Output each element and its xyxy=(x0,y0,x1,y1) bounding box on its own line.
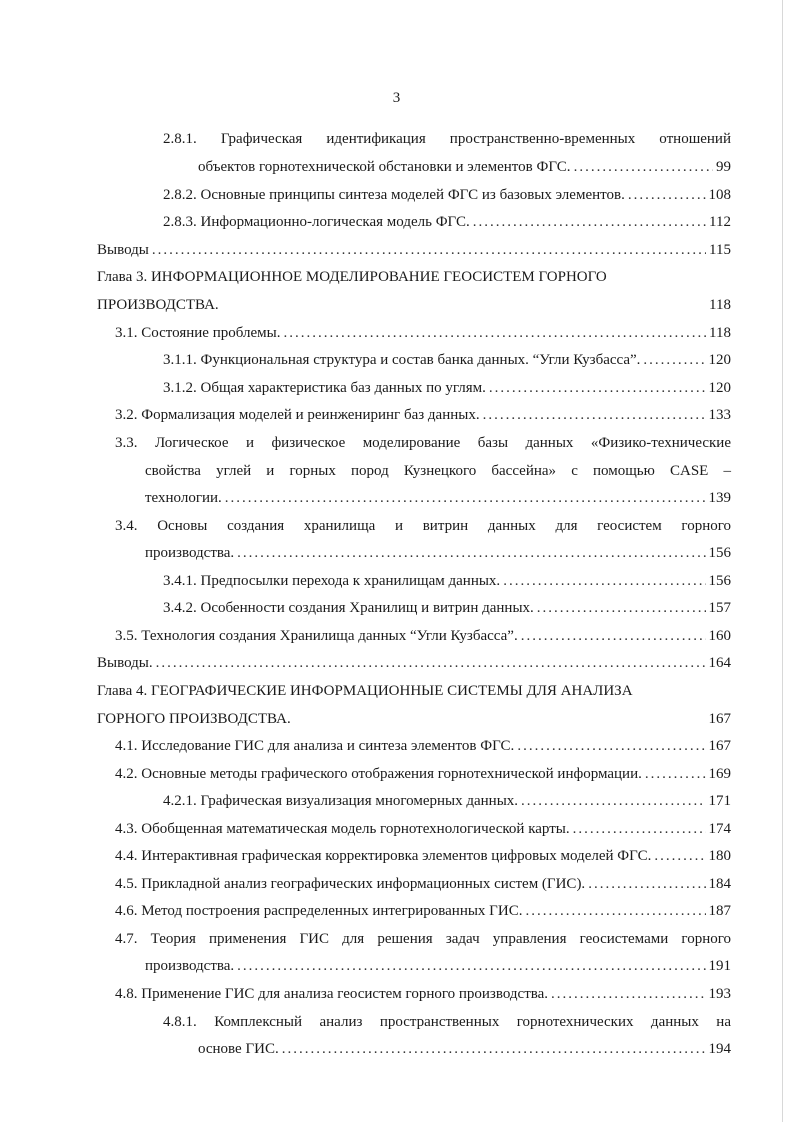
toc-entry-3-4-1 xyxy=(163,572,731,590)
toc-entry-text: 3.1.1. Функциональная структура и состав банка данных. “Угли Кузбасса”. xyxy=(163,352,641,368)
toc-entry-page: 169 xyxy=(708,766,731,782)
toc-entry-page: 108 xyxy=(708,187,731,203)
toc-entry-2-8-1-line2 xyxy=(198,158,731,176)
leader-dots xyxy=(573,820,706,838)
toc-entry-text: производства. xyxy=(145,958,235,974)
toc-chapter-4-page: 167 xyxy=(708,711,731,727)
toc-entry-page: 164 xyxy=(708,655,731,671)
toc-entry-4-2 xyxy=(115,765,731,783)
toc-entry-4-3 xyxy=(115,820,731,838)
toc-entry-4-4 xyxy=(115,847,731,865)
toc-entry-text: 4.2.1. Графическая визуализация многомерных данных. xyxy=(163,793,519,809)
toc-entry-page: 112 xyxy=(709,214,731,230)
toc-entry-4-8 xyxy=(115,985,731,1003)
toc-entry-text: 3.1. Состояние проблемы. xyxy=(115,325,281,341)
toc-chapter-3-line1: Глава 3. ИНФОРМАЦИОННОЕ МОДЕЛИРОВАНИЕ ГЕОСИСТЕМ ГОРНОГО xyxy=(97,269,607,285)
toc-entry-4-2-1 xyxy=(163,792,731,810)
toc-entry-3-3-line2: свойства углей и горных пород Кузнецкого бассейна» с помощью CASE – xyxy=(145,463,731,479)
toc-entry-page: 184 xyxy=(708,876,731,892)
toc-chapter-4-line2: ГОРНОГО ПРОИЗВОДСТВА. xyxy=(97,711,291,727)
toc-entry-page: 99 xyxy=(716,159,731,175)
leader-dots xyxy=(503,572,705,590)
toc-entry-3-5 xyxy=(115,627,731,645)
leader-dots xyxy=(489,379,706,397)
leader-dots xyxy=(654,847,705,865)
toc-entry-3-1-1 xyxy=(163,351,731,369)
toc-entry-text: 4.4. Интерактивная графическая корректировка элементов цифровых моделей ФГС. xyxy=(115,848,652,864)
toc-entry-text: 4.5. Прикладной анализ географических информационных систем (ГИС). xyxy=(115,876,586,892)
toc-entry-3-3-line1: 3.3. Логическое и физическое моделирование базы данных «Физико-технические xyxy=(115,435,731,451)
leader-dots xyxy=(156,654,706,672)
toc-entry-4-8-1-line1: 4.8.1. Комплексный анализ пространственных горнотехнических данных на xyxy=(163,1014,731,1030)
leader-dots xyxy=(225,489,706,507)
toc-entry-text: Выводы. xyxy=(97,655,153,671)
toc-entry-text: 4.2. Основные методы графического отображения горнотехнической информации. xyxy=(115,766,642,782)
toc-entry-page: 187 xyxy=(708,903,731,919)
leader-dots xyxy=(525,902,705,920)
toc-entry-text: производства. xyxy=(145,545,235,561)
leader-dots xyxy=(551,985,705,1003)
leader-dots xyxy=(537,599,706,617)
toc-entry-page: 171 xyxy=(708,793,731,809)
page-number: 3 xyxy=(392,90,401,106)
toc-entry-page: 139 xyxy=(708,490,731,506)
toc-entry-text: объектов горнотехнической обстановки и элементов ФГС. xyxy=(198,159,571,175)
toc-entry-4-1 xyxy=(115,737,731,755)
toc-entry-4-8-1-line2 xyxy=(198,1040,731,1058)
toc-entry-text: 4.3. Обобщенная математическая модель горнотехнологической карты. xyxy=(115,821,570,837)
toc-entry-page: 174 xyxy=(708,821,731,837)
toc-entry-3-4-line2 xyxy=(145,544,731,562)
toc-entry-page: 133 xyxy=(708,407,731,423)
toc-entry-text: 3.5. Технология создания Хранилища данных “Угли Кузбасса”. xyxy=(115,628,518,644)
toc-entry-page: 115 xyxy=(709,242,731,258)
toc-entry-text: 4.1. Исследование ГИС для анализа и синтеза элементов ФГС. xyxy=(115,738,515,754)
toc-entry-2-8-2 xyxy=(163,186,731,204)
toc-entry-text: 2.8.3. Информационно-логическая модель ФГС. xyxy=(163,214,470,230)
toc-entry-page: 167 xyxy=(708,738,731,754)
toc-entry-text: основе ГИС. xyxy=(198,1041,279,1057)
toc-entry-page: 160 xyxy=(708,628,731,644)
toc-entry-text: 3.2. Формализация моделей и реинжениринг баз данных. xyxy=(115,407,480,423)
toc-entry-page: 194 xyxy=(708,1041,731,1057)
leader-dots xyxy=(517,737,705,755)
toc-chapter-3-page: 118 xyxy=(709,297,731,313)
toc-chapter-3-line2: ПРОИЗВОДСТВА. xyxy=(97,297,219,313)
toc-entry-3-1 xyxy=(115,324,731,342)
toc-entry-page: 193 xyxy=(708,986,731,1002)
leader-dots xyxy=(521,627,706,645)
toc-entry-3-4-line1: 3.4. Основы создания хранилища и витрин данных для геосистем горного xyxy=(115,518,731,534)
toc-entry-2-8-3 xyxy=(163,213,731,231)
toc-entry-4-7-line2 xyxy=(145,957,731,975)
toc-entry-text: 4.6. Метод построения распределенных интегрированных ГИС. xyxy=(115,903,523,919)
toc-entry-text: 3.1.2. Общая характеристика баз данных по углям. xyxy=(163,380,486,396)
toc-entry-page: 180 xyxy=(708,848,731,864)
leader-dots xyxy=(237,544,705,562)
toc-entry-page: 191 xyxy=(708,958,731,974)
leader-dots xyxy=(483,406,706,424)
leader-dots xyxy=(152,241,706,259)
leader-dots xyxy=(588,875,705,893)
toc-entry-page: 156 xyxy=(708,573,731,589)
toc-entry-conclusions-2 xyxy=(97,241,731,259)
leader-dots xyxy=(645,765,706,783)
toc-entry-3-4-2 xyxy=(163,599,731,617)
toc-entry-page: 120 xyxy=(708,380,731,396)
toc-entry-4-5 xyxy=(115,875,731,893)
toc-entry-2-8-1-line1: 2.8.1. Графическая идентификация пространственно-временных отношений xyxy=(163,131,731,147)
scan-edge xyxy=(782,0,783,1122)
leader-dots xyxy=(237,957,705,975)
toc-entry-page: 118 xyxy=(709,325,731,341)
toc-entry-text: технологии. xyxy=(145,490,222,506)
toc-entry-text: 3.4.2. Особенности создания Хранилищ и витрин данных. xyxy=(163,600,534,616)
leader-dots xyxy=(628,186,706,204)
toc-entry-page: 157 xyxy=(708,600,731,616)
toc-entry-text: 4.8. Применение ГИС для анализа геосистем горного производства. xyxy=(115,986,549,1002)
leader-dots xyxy=(473,213,706,231)
toc-entry-page: 156 xyxy=(708,545,731,561)
leader-dots xyxy=(282,1040,706,1058)
toc-entry-conclusions-3 xyxy=(97,654,731,672)
leader-dots xyxy=(643,351,705,369)
toc-entry-3-1-2 xyxy=(163,379,731,397)
toc-entry-4-7-line1: 4.7. Теория применения ГИС для решения задач управления геосистемами горного xyxy=(115,931,731,947)
toc-entry-text: 2.8.2. Основные принципы синтеза моделей ФГС из базовых элементов. xyxy=(163,187,625,203)
toc-entry-page: 120 xyxy=(708,352,731,368)
toc-entry-4-6 xyxy=(115,902,731,920)
leader-dots xyxy=(521,792,705,810)
toc-entry-3-3-line3 xyxy=(145,489,731,507)
toc-chapter-4-line1: Глава 4. ГЕОГРАФИЧЕСКИЕ ИНФОРМАЦИОННЫЕ СИСТЕМЫ ДЛЯ АНАЛИЗА xyxy=(97,683,633,699)
toc-entry-text: 3.4.1. Предпосылки перехода к хранилищам данных. xyxy=(163,573,501,589)
toc-entry-text: Выводы xyxy=(97,242,149,258)
leader-dots xyxy=(283,324,706,342)
toc-entry-3-2 xyxy=(115,406,731,424)
leader-dots xyxy=(574,158,713,176)
